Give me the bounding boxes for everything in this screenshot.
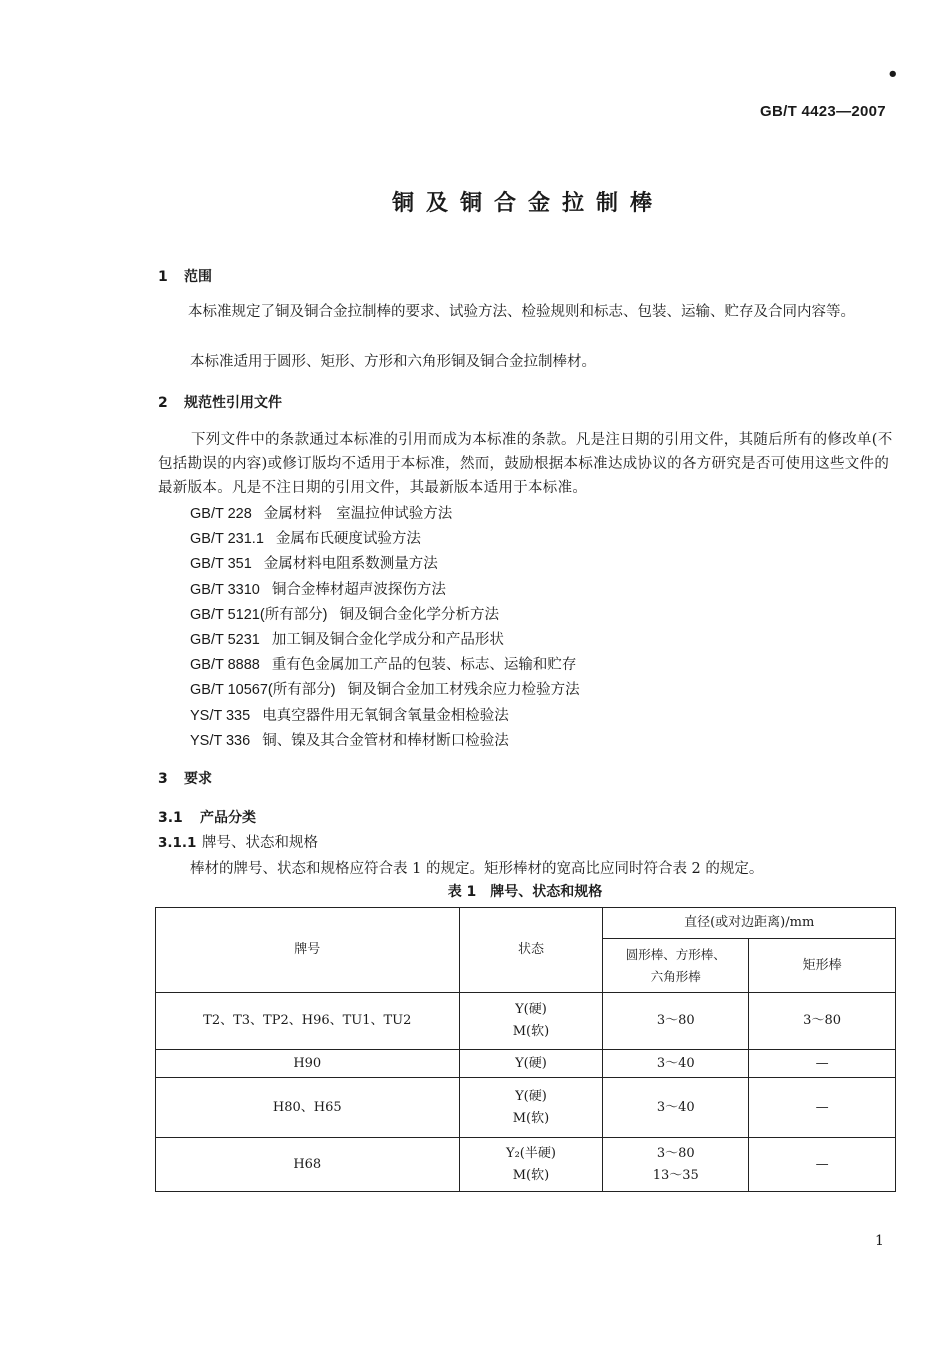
scope-paragraph-2: 本标准适用于圆形、矩形、方形和六角形铜及铜合金拉制棒材。 <box>190 354 596 370</box>
section-title: 要求 <box>184 771 212 787</box>
reference-item <box>190 704 580 729</box>
table-grades-states-sizes <box>155 907 896 1192</box>
cell-round: 3～40 <box>603 1078 749 1138</box>
size-line: 3～80 <box>656 1145 695 1161</box>
reference-name: 金属材料 室温拉伸试验方法 <box>263 506 453 522</box>
reference-code: GB/T 5231 <box>190 631 260 648</box>
section-3-heading <box>158 768 212 788</box>
reference-name: 铜及铜合金加工材残余应力检验方法 <box>347 682 580 699</box>
reference-code: GB/T 10567(所有部分) <box>190 682 336 699</box>
section-number: 3 <box>158 771 168 787</box>
section-number: 3.1 <box>158 810 183 826</box>
standard-number: GB/T 4423—2007 <box>760 103 886 120</box>
cell-state <box>459 993 603 1050</box>
reference-code: YS/T 336 <box>190 732 251 749</box>
reference-item <box>190 653 580 678</box>
subsection-3-1-heading <box>158 807 256 827</box>
reference-item <box>190 678 580 703</box>
cell-round: 3～80 <box>603 993 749 1050</box>
reference-name: 铜及铜合金化学分析方法 <box>339 606 500 623</box>
table-row <box>156 1050 896 1078</box>
cell-rect: 3～80 <box>749 993 896 1050</box>
reference-item <box>190 502 580 527</box>
reference-list <box>190 502 580 754</box>
document-title: 铜及铜合金拉制棒 <box>391 190 664 216</box>
section-title: 规范性引用文件 <box>184 395 282 411</box>
state-line: Y₂(半硬) <box>506 1145 556 1161</box>
reference-code: GB/T 8888 <box>190 657 260 674</box>
reference-item <box>190 527 580 552</box>
cell-grade: H68 <box>156 1138 460 1192</box>
section-title: 牌号、状态和规格 <box>202 835 318 851</box>
subsection-3-1-1-heading <box>158 831 318 852</box>
reference-code: YS/T 335 <box>190 707 251 724</box>
cell-rect: — <box>749 1050 896 1078</box>
section-number: 1 <box>158 269 168 285</box>
section-1-heading <box>158 266 212 286</box>
references-intro: 下列文件中的条款通过本标准的引用而成为本标准的条款。凡是注日期的引用文件，其随后所有的修改单(不包括勘误的内容)或修订版均不适用于本标准，然而，鼓励根据本标准达成协议的各方研究是否可使用这些文件的最新版本。凡是不注日期的引用文件，其最新版本适用于本标准。 <box>158 432 893 496</box>
size-line: 13～35 <box>652 1167 699 1183</box>
requirements-text: 棒材的牌号、状态和规格应符合表 1 的规定。矩形棒材的宽高比应同时符合表 2 的规定。 <box>190 861 764 877</box>
reference-name: 铜、镍及其合金管材和棒材断口检验法 <box>262 732 509 749</box>
header-state: 状态 <box>459 908 603 993</box>
state-line: M(软) <box>512 1167 550 1183</box>
header-round-square-hex <box>603 939 749 993</box>
cell-state <box>459 1138 603 1192</box>
section-number: 3.1.1 <box>158 835 197 851</box>
reference-code: GB/T 228 <box>190 506 252 522</box>
reference-name: 金属材料电阻系数测量方法 <box>263 556 438 573</box>
reference-item <box>190 578 580 603</box>
cell-grade: H90 <box>156 1050 460 1078</box>
cell-rect: — <box>749 1138 896 1192</box>
table-row <box>156 1138 896 1192</box>
header-line: 六角形棒 <box>650 968 701 984</box>
cell-grade: T2、T3、TP2、H96、TU1、TU2 <box>156 993 460 1050</box>
scan-mark: • <box>887 64 899 85</box>
page-number: 1 <box>875 1233 884 1249</box>
scope-paragraph-1: 本标准规定了铜及铜合金拉制棒的要求、试验方法、检验规则和标志、包装、运输、贮存及合同内容等。 <box>188 304 855 320</box>
reference-item <box>190 552 580 577</box>
section-number: 2 <box>158 395 168 411</box>
state-line: Y(硬) <box>515 1002 547 1017</box>
state-line: Y(硬) <box>515 1088 547 1104</box>
state-line: M(软) <box>512 1024 550 1039</box>
cell-rect: — <box>749 1078 896 1138</box>
reference-name: 电真空器件用无氧铜含氧量金相检验法 <box>262 707 509 724</box>
reference-code: GB/T 351 <box>190 556 252 573</box>
reference-item <box>190 729 580 754</box>
cell-state: Y(硬) <box>459 1050 603 1078</box>
table-row <box>156 1078 896 1138</box>
reference-code: GB/T 3310 <box>190 581 260 598</box>
reference-name: 铜合金棒材超声波探伤方法 <box>271 581 446 598</box>
table-row <box>156 993 896 1050</box>
header-line: 圆形棒、方形棒、 <box>625 946 726 962</box>
reference-name: 金属布氏硬度试验方法 <box>275 531 421 548</box>
section-title: 范围 <box>184 269 212 285</box>
reference-item <box>190 628 580 653</box>
reference-code: GB/T 5121(所有部分) <box>190 606 328 623</box>
section-title: 产品分类 <box>200 810 256 826</box>
header-diameter: 直径(或对边距离)/mm <box>603 908 896 939</box>
reference-item <box>190 603 580 628</box>
reference-code: GB/T 231.1 <box>190 531 264 548</box>
section-2-heading <box>158 392 282 412</box>
cell-round <box>603 1138 749 1192</box>
state-line: M(软) <box>512 1110 550 1126</box>
header-grade: 牌号 <box>156 908 460 993</box>
table-caption: 表 1 牌号、状态和规格 <box>447 884 603 900</box>
reference-name: 重有色金属加工产品的包装、标志、运输和贮存 <box>271 657 577 674</box>
cell-state <box>459 1078 603 1138</box>
cell-grade: H80、H65 <box>156 1078 460 1138</box>
cell-round: 3～40 <box>603 1050 749 1078</box>
header-rectangular: 矩形棒 <box>749 939 896 993</box>
reference-name: 加工铜及铜合金化学成分和产品形状 <box>271 631 504 648</box>
